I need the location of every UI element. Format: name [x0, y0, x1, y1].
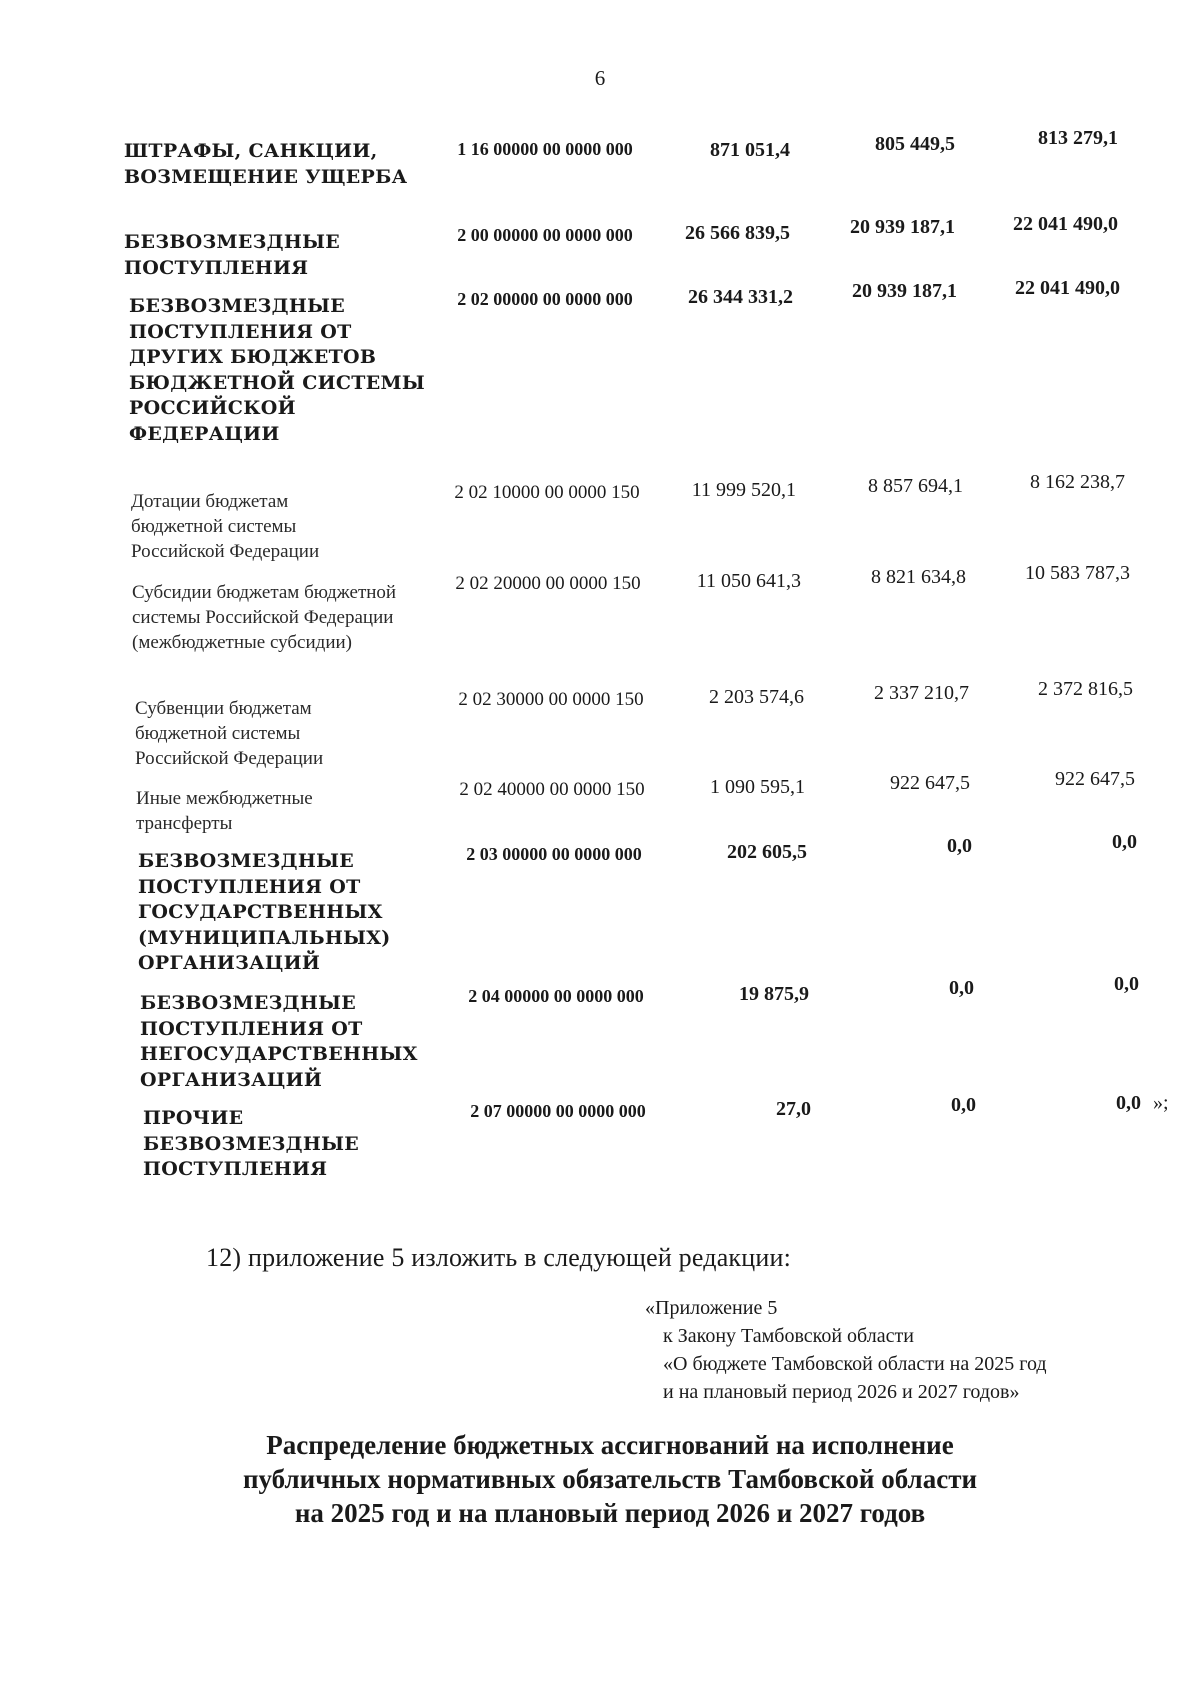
value-2026: 20 939 187,1 [850, 216, 955, 238]
value-2026: 805 449,5 [875, 133, 955, 155]
value-2026: 922 647,5 [890, 772, 970, 794]
value-2027: 22 041 490,0 [1015, 277, 1120, 299]
row-code: 2 02 40000 00 0000 150 [459, 779, 645, 800]
title-line: на 2025 год и на плановый период 2026 и 2027 годов [294, 1498, 926, 1528]
value-2025: 871 051,4 [710, 139, 790, 161]
appendix-header [645, 1294, 1047, 1406]
title-line: Распределение бюджетных ассигнований на исполнение [266, 1430, 954, 1460]
appendix-line: «Приложение 5 [645, 1297, 778, 1319]
row-name: БЕЗВОЗМЕЗДНЫЕ ПОСТУПЛЕНИЯ ОТ ГОСУДАРСТВЕННЫХ (МУНИЦИПАЛЬНЫХ) ОРГАНИЗАЦИЙ [138, 850, 391, 974]
row-code: 2 02 10000 00 0000 150 [454, 482, 640, 503]
row-name: БЕЗВОЗМЕЗДНЫЕ ПОСТУПЛЕНИЯ ОТ ДРУГИХ БЮДЖЕТОВ БЮДЖЕТНОЙ СИСТЕМЫ РОССИЙСКОЙ ФЕДЕРАЦИИ [129, 295, 425, 445]
value-2026: 0,0 [949, 977, 974, 999]
value-2027: 0,0 [1116, 1092, 1141, 1114]
value-2025: 26 566 839,5 [685, 222, 790, 244]
value-2027: 22 041 490,0 [1013, 213, 1118, 235]
value-2027: 0,0 [1112, 831, 1137, 853]
value-2027: 922 647,5 [1055, 768, 1135, 790]
row-name: Субсидии бюджетам бюджетной системы Российской Федерации (межбюджетные субсидии) [132, 582, 397, 653]
row-code: 1 16 00000 00 0000 000 [457, 139, 633, 159]
value-2025: 11 050 641,3 [696, 570, 801, 592]
value-2025: 19 875,9 [739, 983, 809, 1005]
row-code: 2 04 00000 00 0000 000 [468, 986, 644, 1006]
row-name: Субвенции бюджетам бюджетной системы Российской Федерации [135, 698, 324, 769]
value-2027: 0,0 [1114, 973, 1139, 995]
page-number: 6 [594, 66, 606, 90]
appendix-line: «О бюджете Тамбовской области на 2025 год [663, 1353, 1047, 1375]
value-2027: 813 279,1 [1038, 127, 1118, 149]
amendment-item: 12) приложение 5 изложить в следующей редакции: [206, 1243, 792, 1272]
value-2025: 2 203 574,6 [709, 686, 804, 708]
row-code: 2 02 00000 00 0000 000 [457, 289, 633, 309]
value-2026: 2 337 210,7 [874, 682, 969, 704]
row-name: Иные межбюджетные трансферты [136, 788, 313, 834]
value-2025: 26 344 331,2 [688, 286, 793, 308]
appendix-line: к Закону Тамбовской области [663, 1325, 914, 1347]
row-code: 2 00 00000 00 0000 000 [457, 225, 633, 245]
appendix-line: и на плановый период 2026 и 2027 годов» [663, 1381, 1020, 1403]
value-2026: 0,0 [951, 1094, 976, 1116]
value-2025: 27,0 [776, 1098, 811, 1120]
row-code: 2 02 20000 00 0000 150 [455, 573, 641, 594]
value-2026: 20 939 187,1 [852, 280, 957, 302]
row-code: 2 03 00000 00 0000 000 [466, 844, 642, 864]
row-name: ПРОЧИЕ БЕЗВОЗМЕЗДНЫЕ ПОСТУПЛЕНИЯ [143, 1107, 360, 1180]
row-name: БЕЗВОЗМЕЗДНЫЕ ПОСТУПЛЕНИЯ [124, 231, 341, 279]
value-2026: 0,0 [947, 835, 972, 857]
closing-quote: »; [1153, 1092, 1169, 1114]
value-2025: 202 605,5 [727, 841, 807, 863]
value-2027: 10 583 787,3 [1025, 562, 1130, 584]
row-name: БЕЗВОЗМЕЗДНЫЕ ПОСТУПЛЕНИЯ ОТ НЕГОСУДАРСТВЕННЫХ ОРГАНИЗАЦИЙ [140, 992, 418, 1091]
value-2026: 8 821 634,8 [871, 566, 966, 588]
value-2027: 8 162 238,7 [1030, 471, 1125, 493]
row-code: 2 02 30000 00 0000 150 [458, 689, 644, 710]
section-title [200, 1428, 1020, 1530]
value-2026: 8 857 694,1 [868, 475, 963, 497]
value-2025: 1 090 595,1 [710, 776, 805, 798]
row-code: 2 07 00000 00 0000 000 [470, 1101, 646, 1121]
value-2027: 2 372 816,5 [1038, 678, 1133, 700]
value-2025: 11 999 520,1 [691, 479, 796, 501]
title-line: публичных нормативных обязательств Тамбовской области [242, 1464, 978, 1494]
row-name: Дотации бюджетам бюджетной системы Российской Федерации [131, 491, 320, 562]
row-name: ШТРАФЫ, САНКЦИИ, ВОЗМЕЩЕНИЕ УЩЕРБА [124, 140, 408, 188]
